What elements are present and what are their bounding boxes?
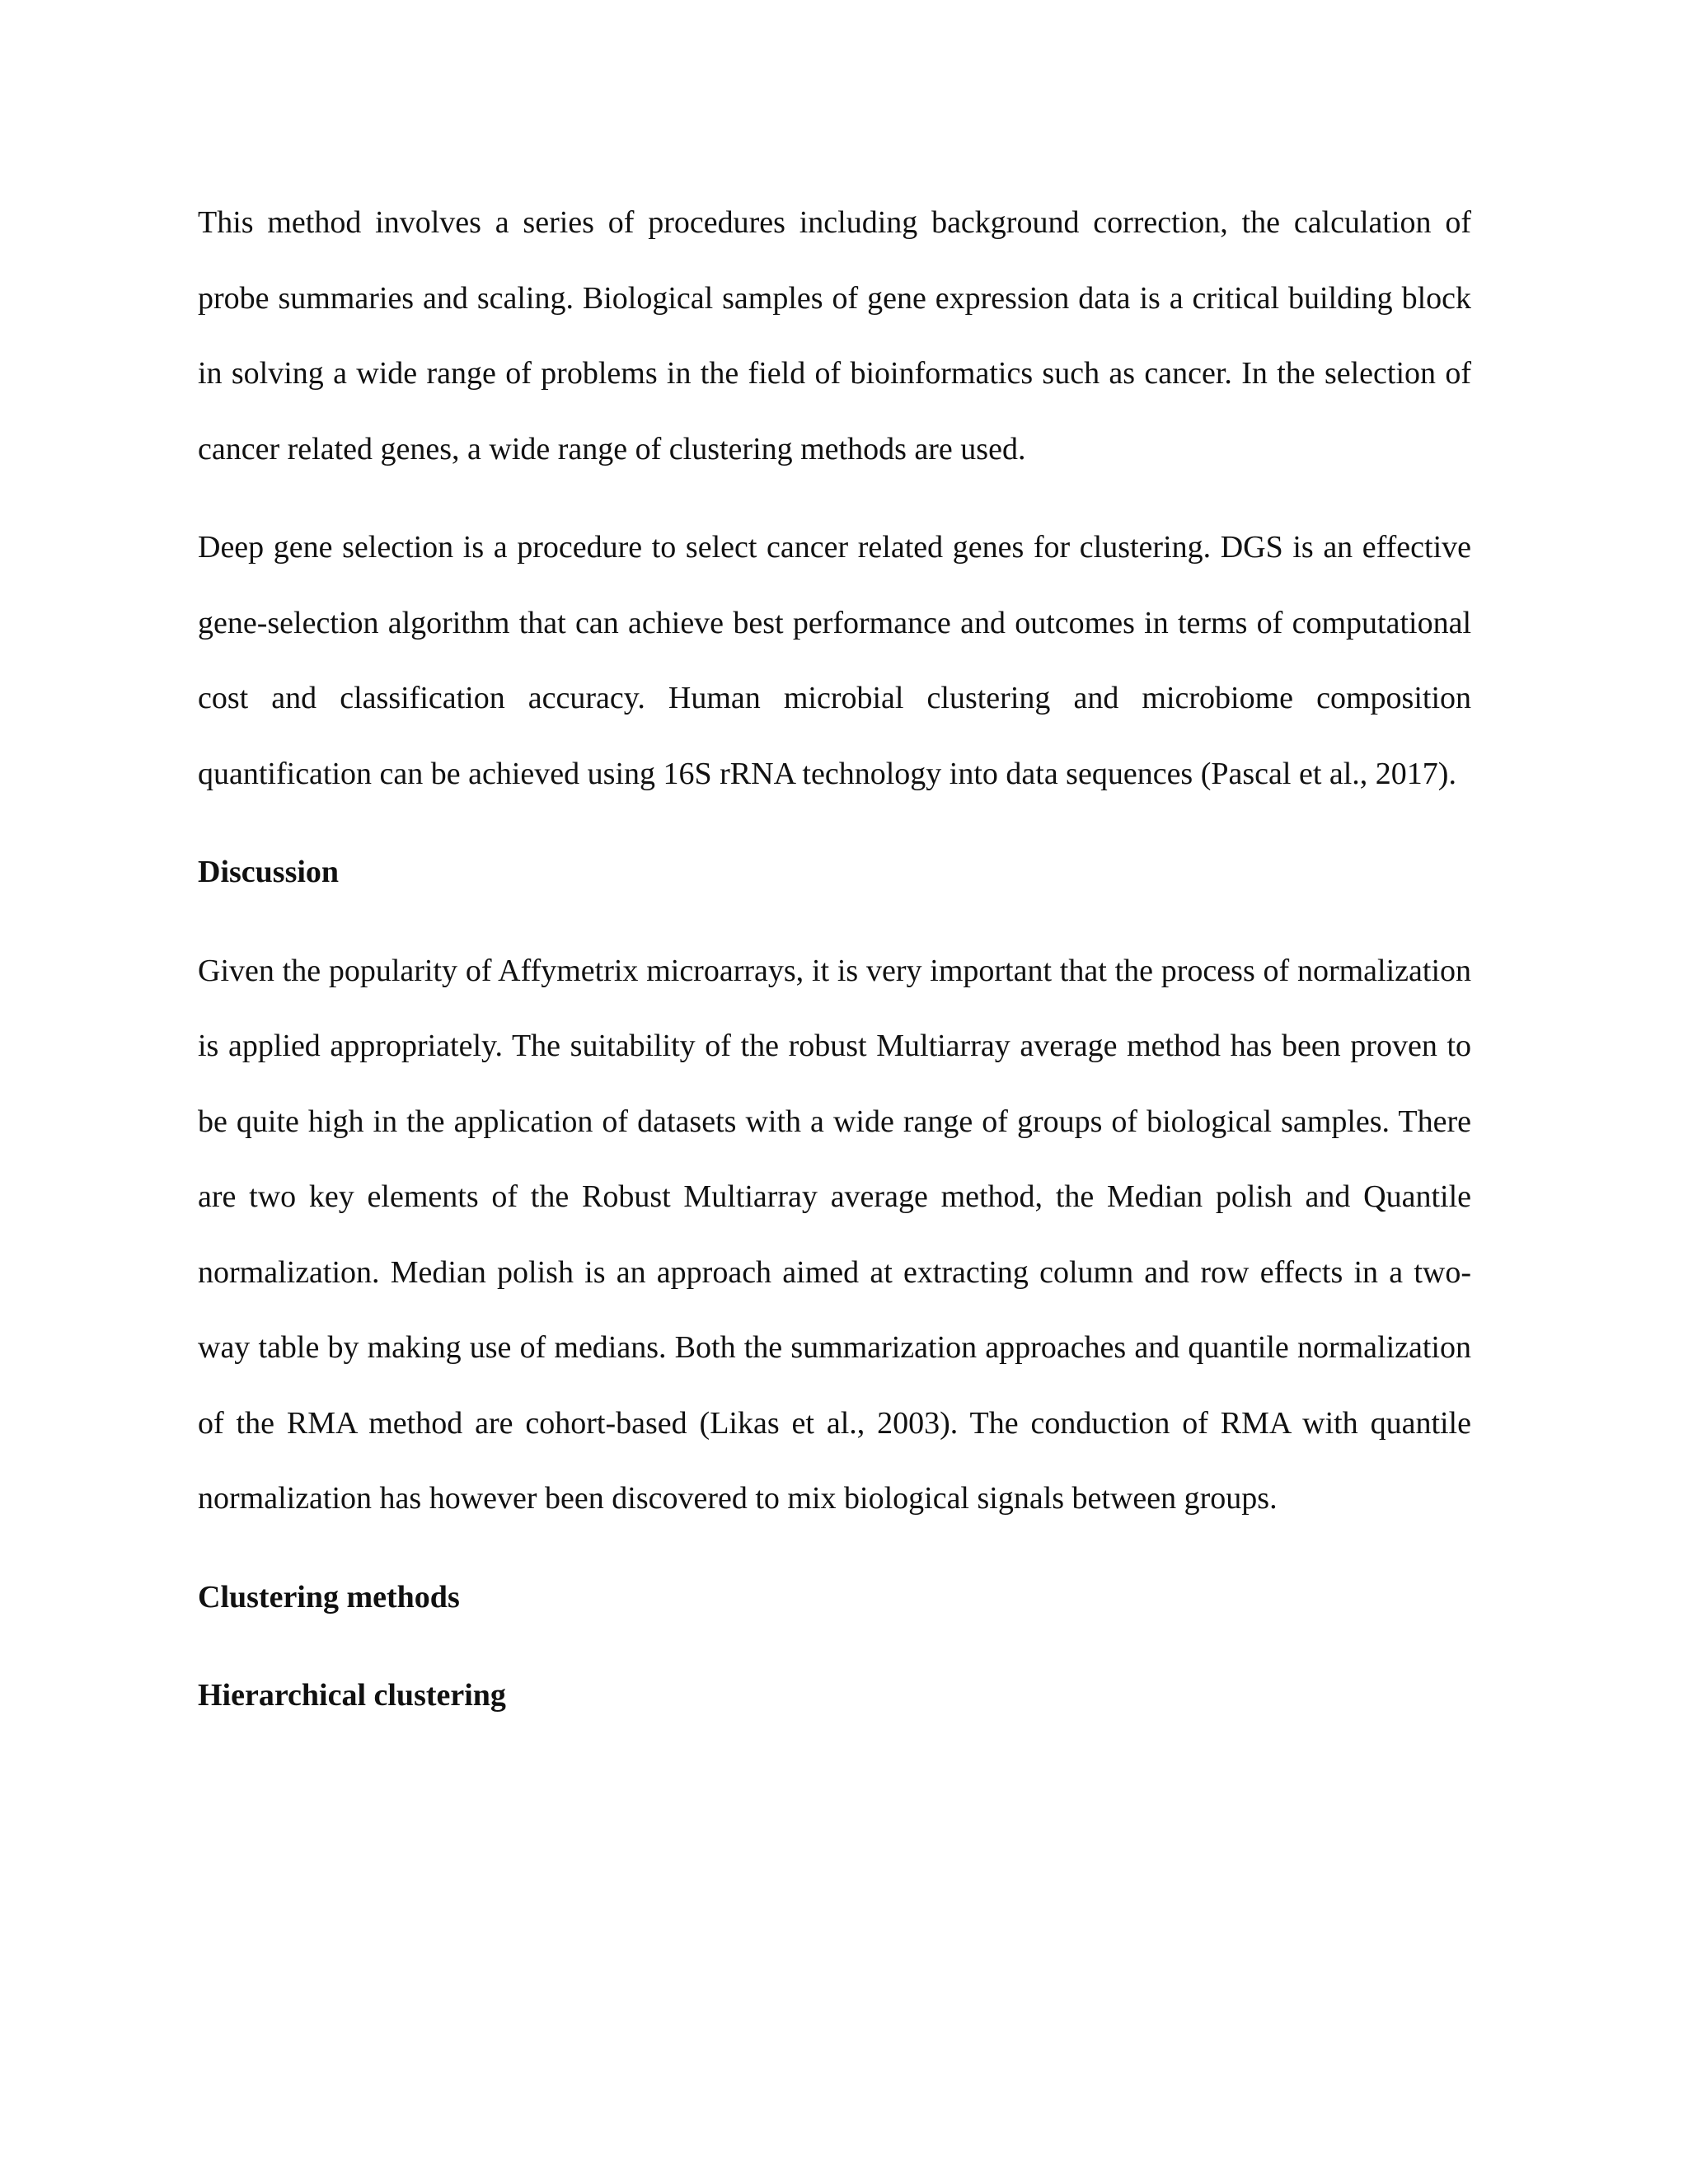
paragraph-methods-intro: This method involves a series of procedures including background correction, the calculation of probe summaries and scaling. Biological samples of gene expression data is a critical building block in solving a wide range of problems in the field of bioinformatics such as cancer. In the selection of cancer related genes, a wide range of clustering methods are used.: [198, 205, 1471, 466]
paragraph-spacer: [198, 487, 1471, 510]
heading-hierarchical-clustering: Hierarchical clustering: [198, 1678, 506, 1713]
paragraph-spacer: [198, 911, 1471, 934]
heading-discussion: Discussion: [198, 855, 340, 889]
paragraph-discussion: Given the popularity of Affymetrix microarrays, it is very important that the process of normalization is applied appropriately. The suitability of the robust Multiarray average method has been proven to be quite high in the application of datasets with a wide range of groups of biological samples. There are two key elements of the Robust Multiarray average method, the Median polish and Quantile normalization. Median polish is an approach aimed at extracting column and row effects in a two-way table by making use of medians. Both the summarization approaches and quantile normalization of the RMA method are cohort-based (Likas et al., 2003). The conduction of RMA with quantile normalization has however been discovered to mix biological signals between groups.: [198, 953, 1471, 1516]
paragraph-spacer: [198, 1635, 1471, 1658]
paragraph-spacer: [198, 812, 1471, 835]
paragraph-deep-gene-selection: Deep gene selection is a procedure to select cancer related genes for clustering. DGS is an effective gene-selection algorithm that can achieve best performance and outcomes in terms of computational cost and classification accuracy. Human microbial clustering and microbiome composition quantification can be achieved using 16S rRNA technology into data sequences (Pascal et al., 2017).: [198, 530, 1471, 791]
document-body: [198, 185, 1471, 1734]
paragraph-spacer: [198, 1537, 1471, 1560]
heading-clustering-methods: Clustering methods: [198, 1579, 460, 1615]
